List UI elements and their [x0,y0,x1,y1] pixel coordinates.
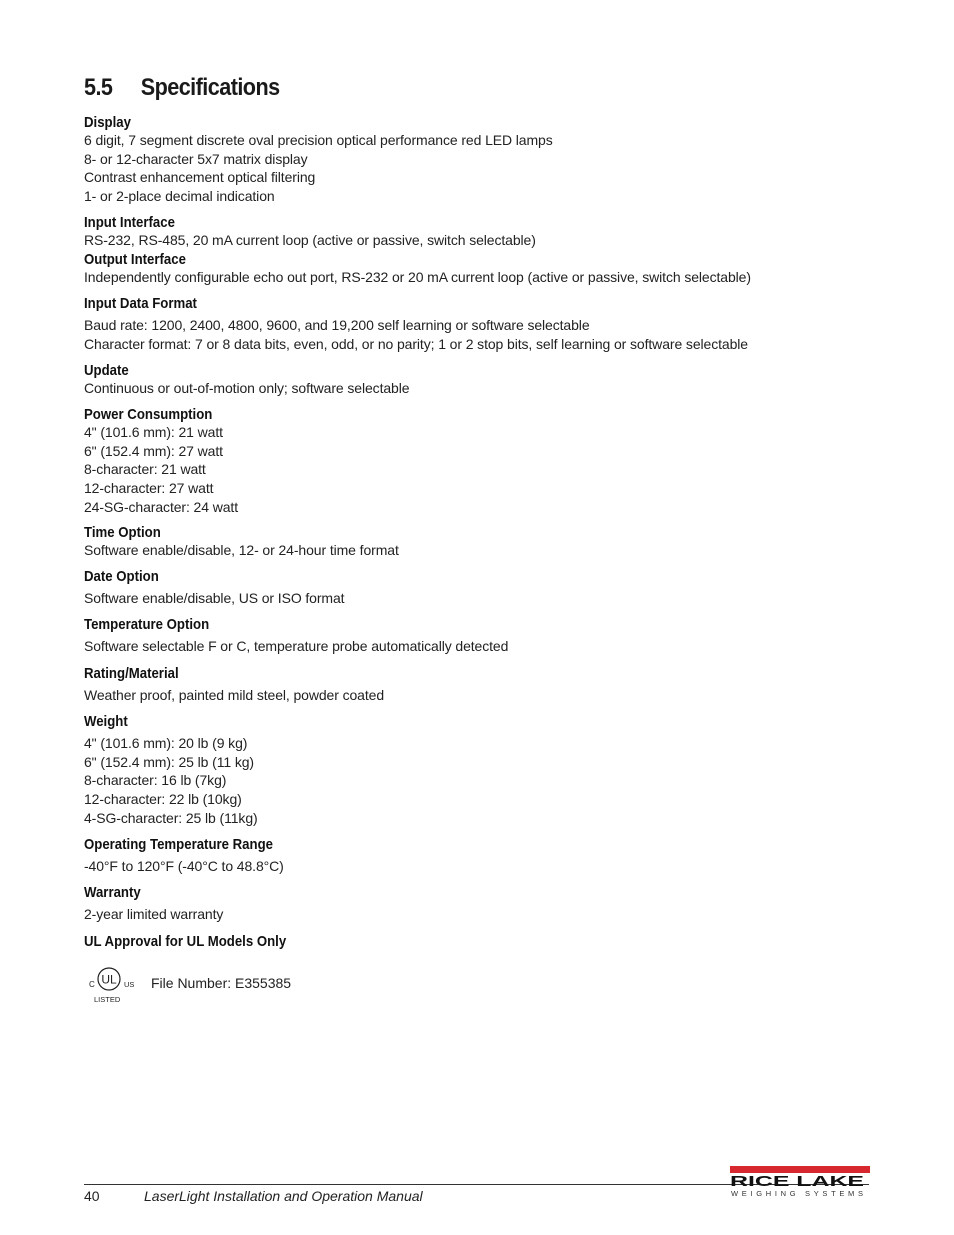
spec-line: 2-year limited warranty [84,906,224,922]
spec-heading: Operating Temperature Range [84,836,274,853]
spec-line: 24-SG-character: 24 watt [84,498,238,515]
spec-input-interface [84,214,536,250]
spec-heading: UL Approval for UL Models Only [84,933,287,950]
spec-heading: Output Interface [84,251,186,268]
spec-line: 4" (101.6 mm): 21 watt [84,424,223,440]
ul-listed-text: LISTED [94,995,121,1004]
spec-line: -40°F to 120°F (-40°C to 48.8°C) [84,858,284,874]
spec-heading: Power Consumption [84,406,213,423]
spec-line: 8-character: 21 watt [84,461,206,478]
spec-line: 6" (152.4 mm): 27 watt [84,442,223,459]
spec-line: Weather proof, painted mild steel, powder coated [84,687,385,703]
spec-update [84,362,409,398]
spec-input-data-format [84,295,748,353]
spec-output-interface [84,251,751,287]
spec-heading: Date Option [84,568,159,585]
section-title: Specifications [140,74,280,101]
page-number: 40 [84,1188,100,1204]
section-number: 5.5 [84,74,113,101]
spec-operating-temperature [84,836,299,876]
spec-line: 8- or 12-character 5x7 matrix display [84,150,308,167]
ul-file-number: File Number: E355385 [151,975,292,991]
spec-line: Continuous or out-of-motion only; software selectable [84,380,410,396]
spec-date-option [84,568,344,608]
spec-warranty [84,884,223,924]
spec-line: Software enable/disable, US or ISO format [84,590,345,606]
spec-ul-approval [84,933,314,950]
page-title [84,74,280,102]
spec-line: 4" (101.6 mm): 20 lb (9 kg) [84,735,248,751]
spec-heading: Input Interface [84,214,175,231]
spec-line: 4-SG-character: 25 lb (11kg) [84,809,258,826]
spec-heading: Temperature Option [84,616,210,633]
spec-line: 8-character: 16 lb (7kg) [84,772,227,789]
spec-line: Character format: 7 or 8 data bits, even, odd, or no parity; 1 or 2 stop bits, self learning or software selectable [84,335,748,352]
spec-line: 12-character: 22 lb (10kg) [84,791,242,808]
spec-weight [84,713,258,828]
brand-name: RICE LAKE [730,1173,864,1190]
spec-time-option [84,524,399,560]
spec-line: 12-character: 27 watt [84,480,214,497]
spec-line: Independently configurable echo out port, RS-232 or 20 mA current loop (active or passive, switch selectable) [84,269,751,285]
spec-heading: Time Option [84,524,161,541]
spec-line: Software selectable F or C, temperature probe automatically detected [84,638,509,654]
brand-tagline: WEIGHING SYSTEMS [731,1189,863,1198]
rice-lake-logo [730,1166,870,1198]
spec-power-consumption [84,406,238,517]
spec-line: Software enable/disable, 12- or 24-hour time format [84,542,399,558]
spec-line: RS-232, RS-485, 20 mA current loop (active or passive, switch selectable) [84,232,536,248]
spec-temperature-option [84,616,508,656]
ul-us-text: US [124,980,135,989]
spec-display [84,114,553,206]
spec-rating-material [84,665,384,705]
ul-mark-text: UL [101,972,117,987]
spec-line: Baud rate: 1200, 2400, 4800, 9600, and 19,200 self learning or software selectable [84,317,590,333]
spec-heading: Weight [84,713,128,730]
spec-line: 6" (152.4 mm): 25 lb (11 kg) [84,753,254,770]
spec-heading: Input Data Format [84,295,197,312]
spec-line: 6 digit, 7 segment discrete oval precision optical performance red LED lamps [84,132,553,148]
spec-heading: Rating/Material [84,665,179,682]
spec-line: Contrast enhancement optical filtering [84,169,316,186]
ul-listed-logo [88,962,138,1006]
spec-heading: Update [84,362,129,379]
spec-heading: Warranty [84,884,141,901]
spec-line: 1- or 2-place decimal indication [84,188,275,205]
ul-c-text: C [89,980,95,989]
manual-title: LaserLight Installation and Operation Manual [144,1188,423,1204]
spec-heading: Display [84,114,131,131]
